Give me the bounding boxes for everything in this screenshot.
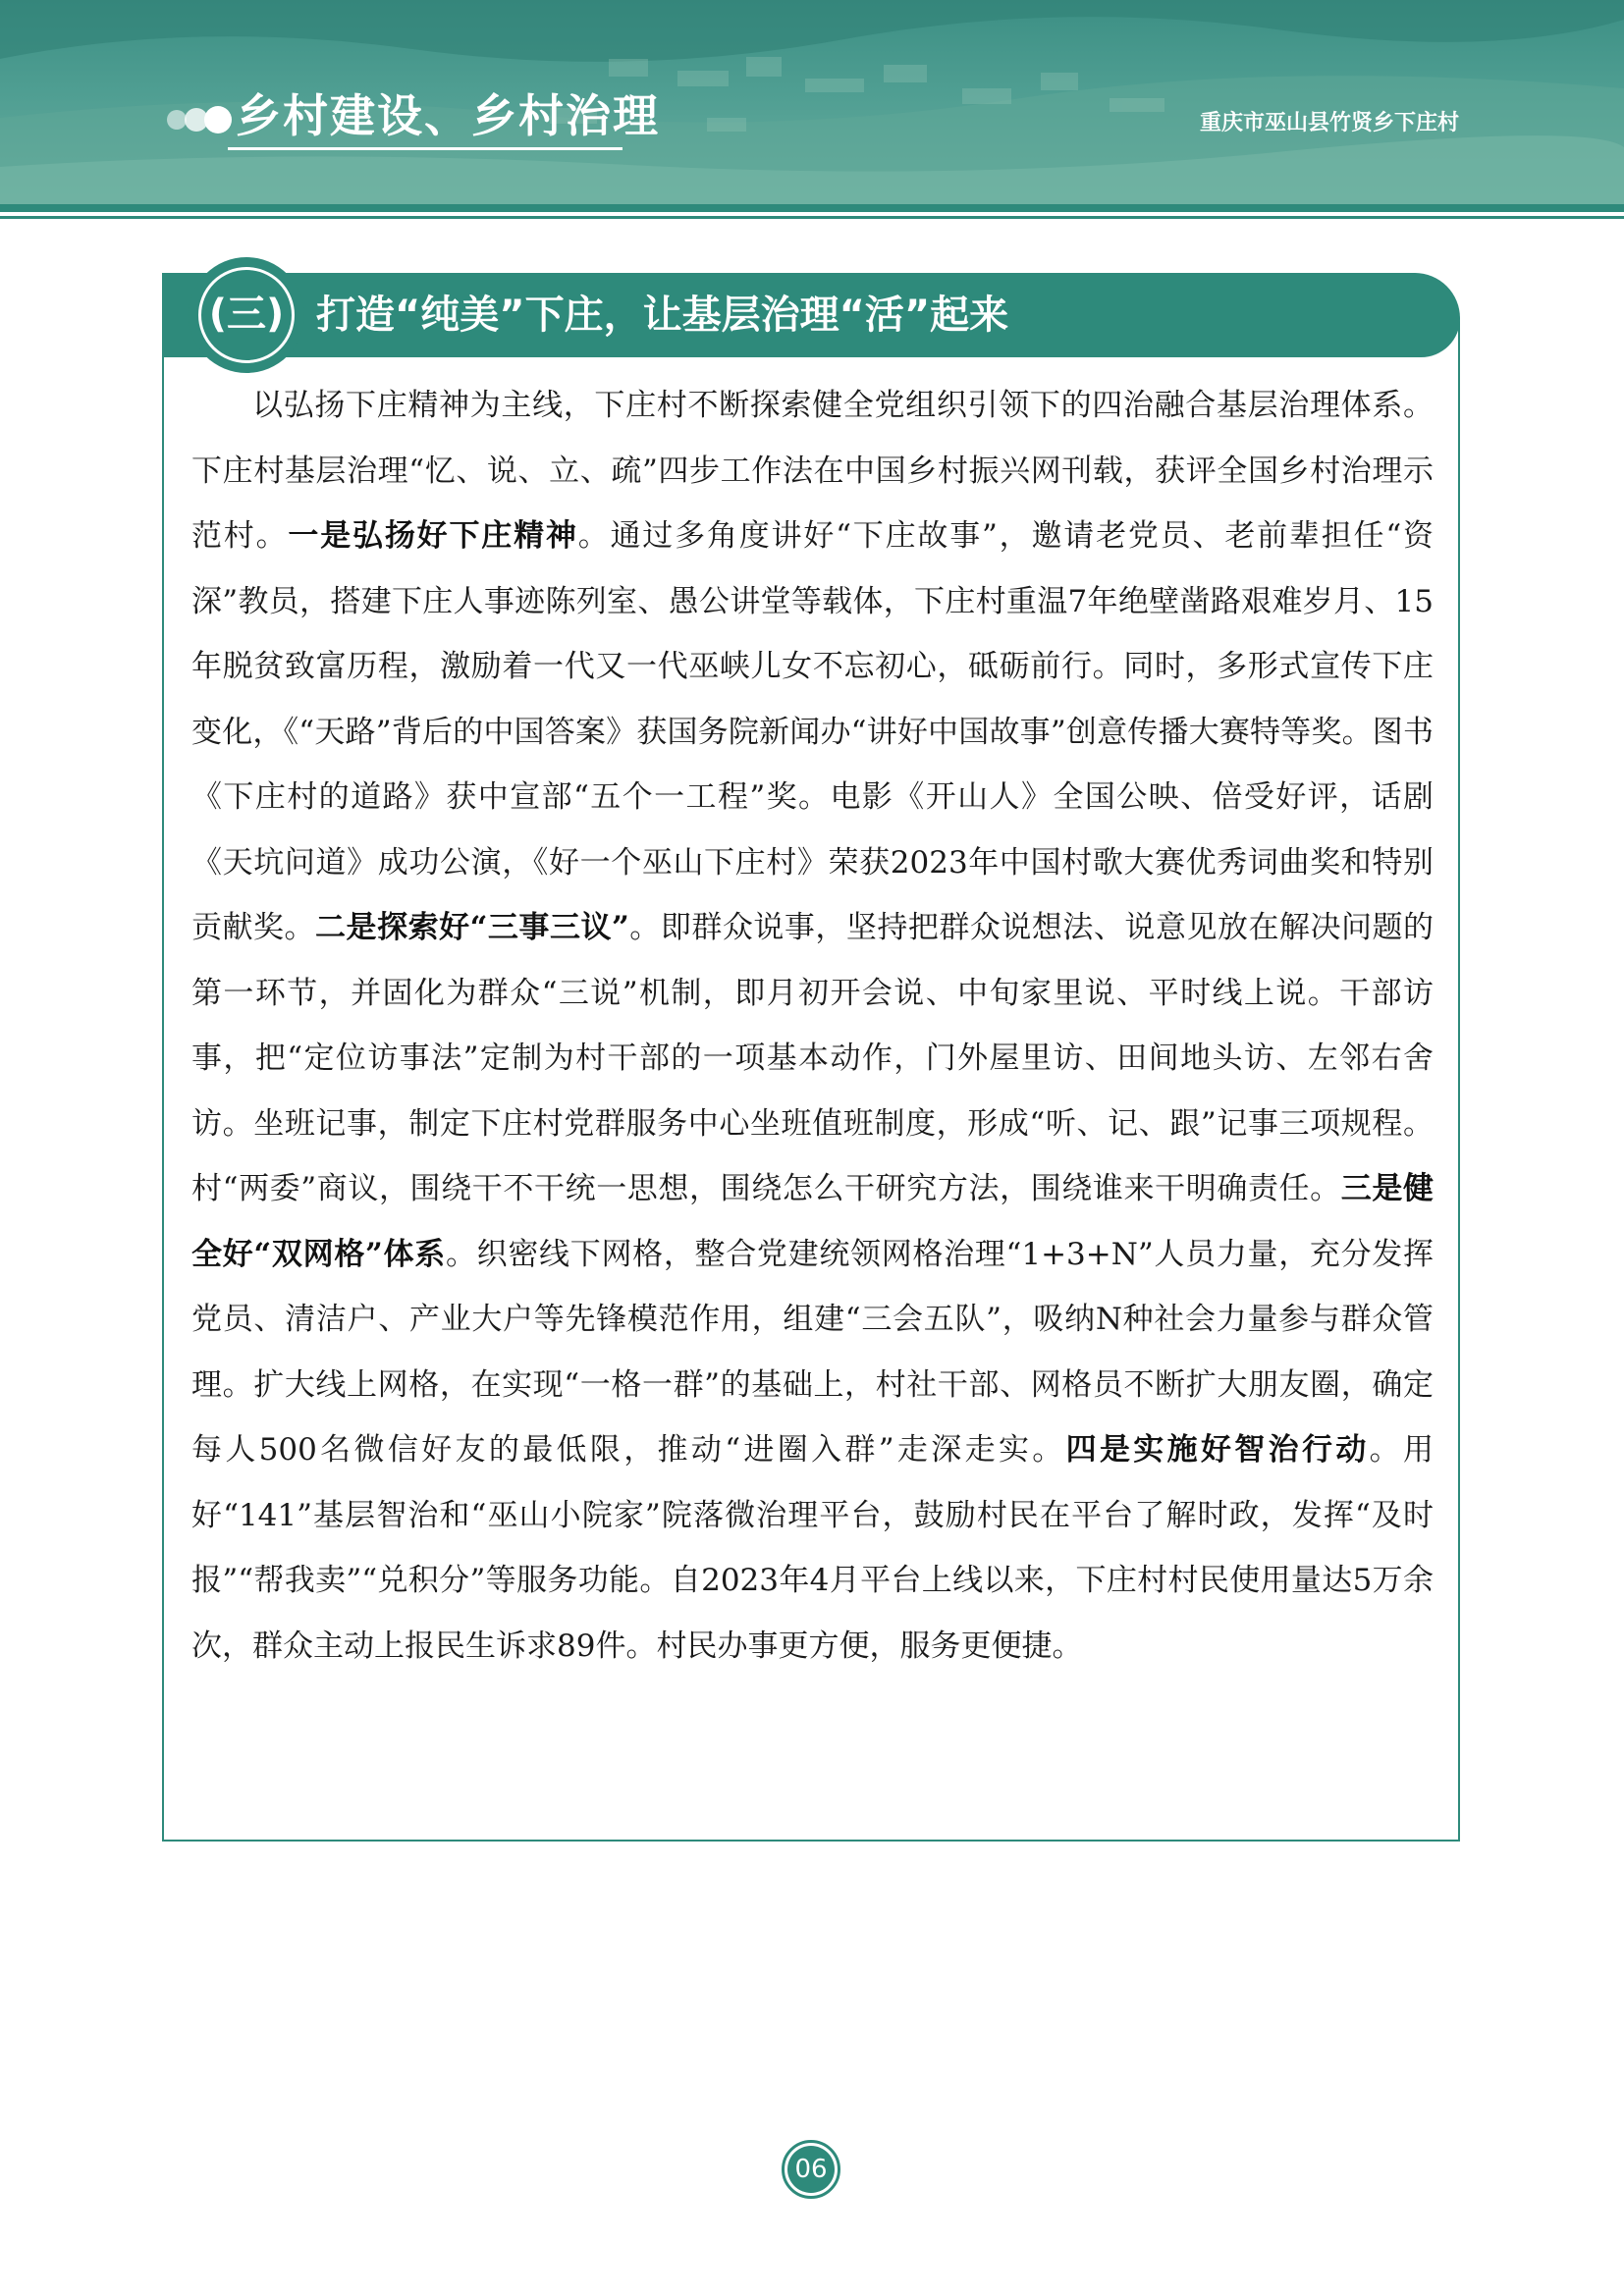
body-text-5: 。用好“141”基层智治和“巫山小院家”院落微治理平台，鼓励村民在平台了解时政，发挥“及时报”“帮我卖”“兑积分”等服务功能。自2023年4月平台上线以来，下庄村村民使用量达5万余次，群众主动上报民生诉求89件。村民办事更方便，服务更便捷。: [191, 1432, 1434, 1664]
header-title-underline: [228, 147, 623, 150]
body-paragraph: [191, 373, 1434, 1679]
section-title: 打造“纯美”下庄，让基层治理“活”起来: [316, 293, 1009, 338]
bold-point-3: 三是健全好“双网格”体系: [191, 1171, 1434, 1272]
body-text-2: 。通过多角度讲好“下庄故事”，邀请老党员、老前辈担任“资深”教员，搭建下庄人事迹陈列室、愚公讲堂等载体，下庄村重温7年绝壁凿路艰难岁月、15年脱贫致富历程，激励着一代又一代巫峡儿女不忘初心，砥砺前行。同时，多形式宣传下庄变化，《“天路”背后的中国答案》获国务院新闻办“讲好中国故事”创意传播大赛特等奖。图书《下庄村的道路》获中宣部“五个一工程”奖。电影《开山人》全国公映、倍受好评，话剧《天坑问道》成功公演，《好一个巫山下庄村》荣获2023年中国村歌大赛优秀词曲奖和特别贡献奖。: [191, 518, 1435, 945]
page-number: 06: [787, 2146, 835, 2193]
body-text-4: 。织密线下网格，整合党建统领网格治理“1+3+N”人员力量，充分发挥党员、清洁户、产业大户等先锋模范作用，组建“三会五队”，吸纳N种社会力量参与群众管理。扩大线上网格，在实现“一格一群”的基础上，村社干部、网格员不断扩大朋友圈，确定每人500名微信好友的最低限，推动“进圈入群”走深走实。: [191, 1236, 1434, 1468]
bold-point-1: 一是弘扬好下庄精神: [288, 518, 578, 554]
bold-point-2: 二是探索好“三事三议”: [315, 910, 629, 945]
header-divider: [0, 204, 1624, 212]
bold-point-4: 四是实施好智治行动: [1065, 1432, 1370, 1468]
header-banner: [0, 0, 1624, 204]
header-divider-thin: [0, 216, 1624, 219]
body-text-1: 以弘扬下庄精神为主线，下庄村不断探索健全党组织引领下的四治融合基层治理体系。下庄村基层治理“忆、说、立、疏”四步工作法在中国乡村振兴网刊载，获评全国乡村治理示范村。: [191, 388, 1434, 554]
header-title: 乡村建设、乡村治理: [236, 89, 660, 142]
body-text-3: 。即群众说事，坚持把群众说想法、说意见放在解决问题的第一环节，并固化为群众“三说”机制，即月初开会说、中旬家里说、平时线上说。干部访事，把“定位访事法”定制为村干部的一项基本动作，门外屋里访、田间地头访、左邻右舍访。坐班记事，制定下庄村党群服务中心坐班值班制度，形成“听、记、跟”记事三项规程。村“两委”商议，围绕干不干统一思想，围绕怎么干研究方法，围绕谁来干明确责任。: [191, 910, 1435, 1206]
header-location: 重庆市巫山县竹贤乡下庄村: [1199, 111, 1459, 135]
section-number: (三): [208, 292, 285, 337]
decorative-dots-icon: [165, 98, 236, 141]
